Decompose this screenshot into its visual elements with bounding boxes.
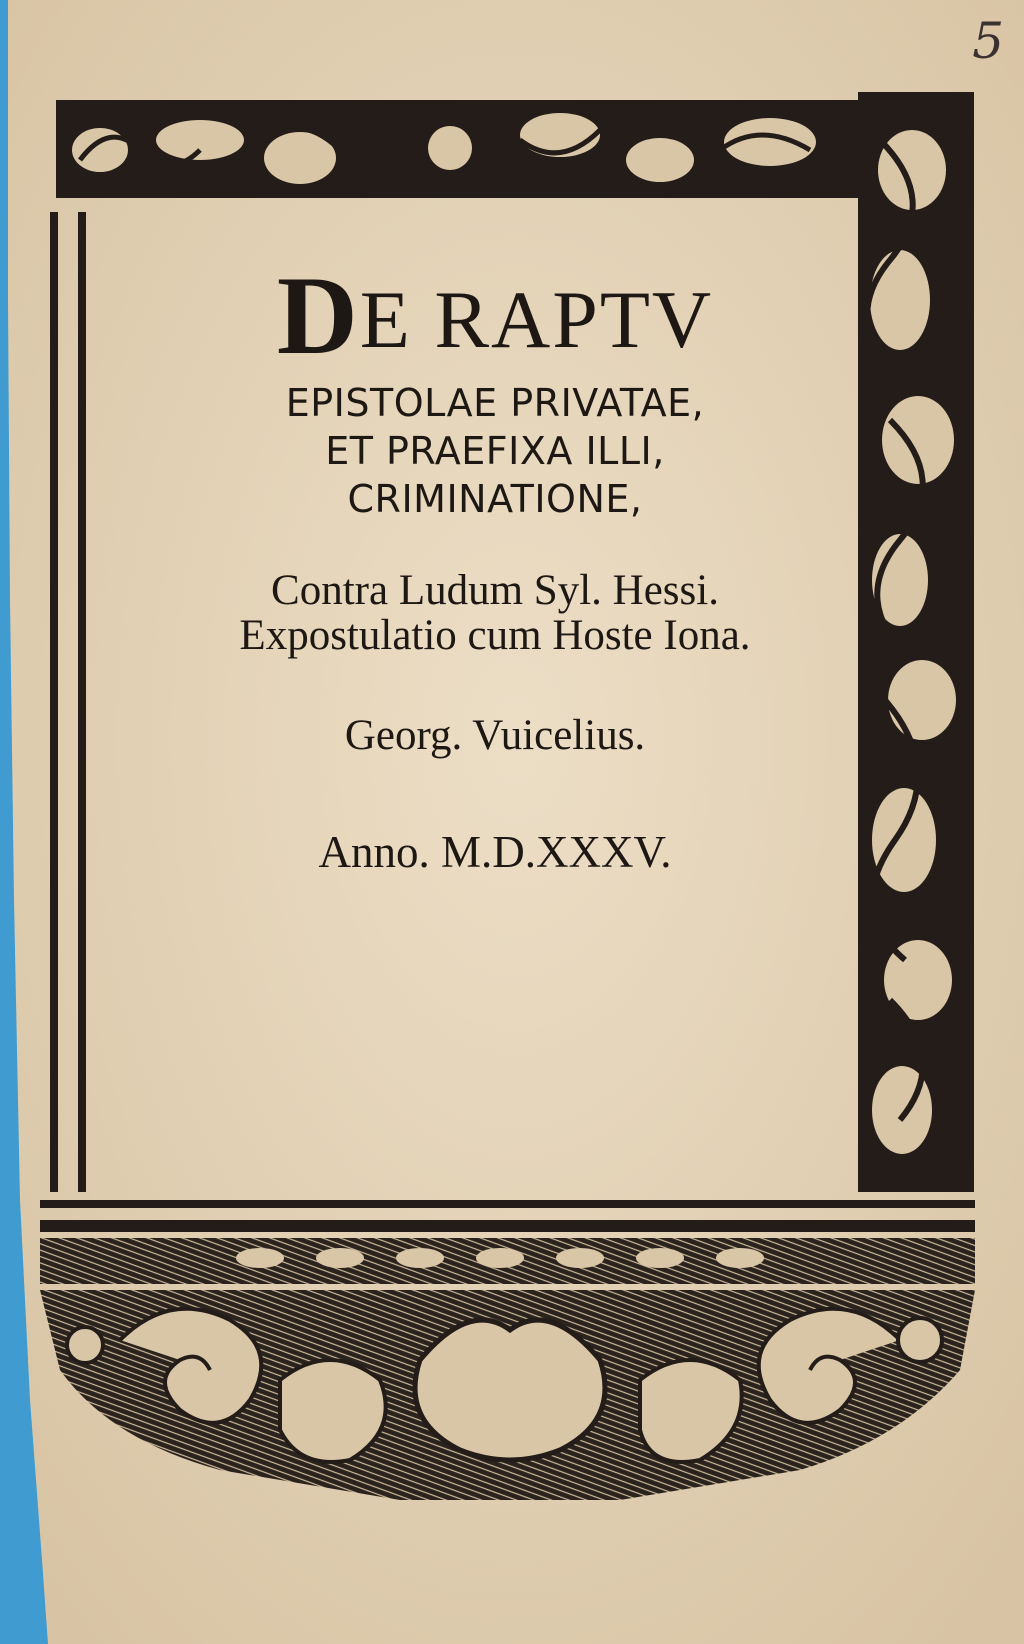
publication-year: Anno. M.D.XXXV.	[318, 826, 672, 877]
subtitle-line: CRIMINATIONE,	[347, 476, 643, 521]
author-name: Georg. Vuicelius.	[344, 711, 646, 759]
main-title	[150, 254, 840, 378]
woodcut-right-border	[858, 92, 974, 1192]
title-block	[150, 254, 840, 878]
subtitle-line: EPISTOLAE PRIVATAE,	[285, 381, 705, 425]
subtitle-line: ET PRAEFIXA ILLI,	[325, 428, 665, 473]
contra-line: Expostulatio cum Hoste Iona.	[239, 612, 751, 660]
woodcut-top-border	[56, 100, 871, 198]
title-rest: E RAPTV	[359, 274, 714, 365]
folio-number: 5	[972, 12, 1004, 70]
contra-line: Contra Ludum Syl. Hessi.	[271, 566, 719, 614]
woodcut-bottom-border	[40, 1200, 975, 1500]
title-drop-cap: D	[276, 254, 360, 378]
